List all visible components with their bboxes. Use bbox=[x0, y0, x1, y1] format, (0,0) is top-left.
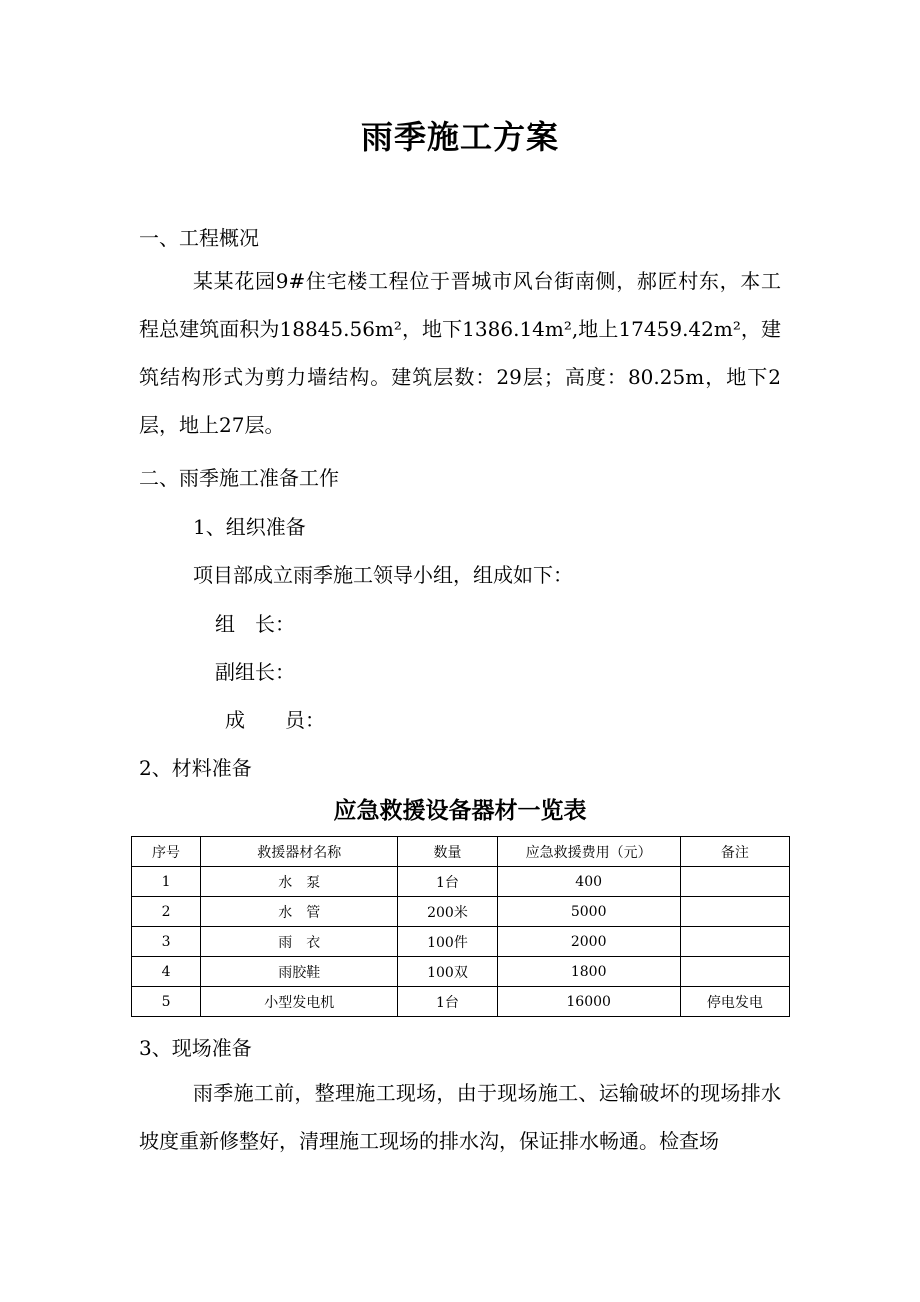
equipment-table-title: 应急救援设备器材一览表 bbox=[333, 798, 587, 824]
cell-index: 1 bbox=[132, 867, 201, 897]
cell-index: 5 bbox=[132, 987, 201, 1017]
cell-cost: 1800 bbox=[497, 957, 680, 987]
cell-quantity: 100件 bbox=[398, 927, 497, 957]
cell-quantity: 1台 bbox=[398, 867, 497, 897]
cell-remarks bbox=[680, 897, 789, 927]
table-row bbox=[132, 897, 790, 927]
cell-index: 3 bbox=[132, 927, 201, 957]
cell-remarks bbox=[680, 867, 789, 897]
cell-index: 2 bbox=[132, 897, 201, 927]
site-prep-paragraph: 雨季施工前，整理施工现场，由于现场施工、运输破坏的现场排水坡度重新修整好，清理施工现场的排水沟，保证排水畅通。检查场 bbox=[139, 1081, 781, 1153]
cell-equipment-name: 雨胶鞋 bbox=[201, 957, 398, 987]
header-equipment-name: 救援器材名称 bbox=[201, 837, 398, 867]
cell-quantity: 1台 bbox=[398, 987, 497, 1017]
header-index: 序号 bbox=[132, 837, 201, 867]
site-prep-heading: 3、现场准备 bbox=[139, 1036, 252, 1060]
cell-equipment-name: 小型发电机 bbox=[201, 987, 398, 1017]
document-title: 雨季施工方案 bbox=[360, 118, 559, 156]
table-row bbox=[132, 867, 790, 897]
table-row bbox=[132, 987, 790, 1017]
cell-equipment-name: 水 泵 bbox=[201, 867, 398, 897]
project-overview-paragraph: 某某花园9#住宅楼工程位于晋城市风台街南侧，郝匠村东，本工程总建筑面积为18845.56m²，地下1386.14m²,地上17459.42m²，建筑结构形式为剪力墙结构。建筑层数：29层；高度：80.25m，地下2层，地上27层。 bbox=[139, 269, 781, 437]
organization-text: 项目部成立雨季施工领导小组，组成如下： bbox=[193, 563, 573, 587]
cell-cost: 16000 bbox=[497, 987, 680, 1017]
cell-cost: 5000 bbox=[497, 897, 680, 927]
cell-index: 4 bbox=[132, 957, 201, 987]
table-header-row bbox=[132, 837, 790, 867]
table-row bbox=[132, 927, 790, 957]
cell-remarks: 停电发电 bbox=[680, 987, 789, 1017]
equipment-table bbox=[131, 836, 790, 1017]
cell-quantity: 100双 bbox=[398, 957, 497, 987]
table-row bbox=[132, 957, 790, 987]
materials-prep-heading: 2、材料准备 bbox=[139, 756, 252, 780]
header-quantity: 数量 bbox=[398, 837, 497, 867]
section2-heading: 二、雨季施工准备工作 bbox=[139, 466, 339, 490]
cell-cost: 2000 bbox=[497, 927, 680, 957]
header-remarks: 备注 bbox=[680, 837, 789, 867]
deputy-leader-label: 副组长： bbox=[215, 660, 295, 684]
cell-remarks bbox=[680, 957, 789, 987]
member-label: 成 员： bbox=[225, 708, 325, 732]
cell-quantity: 200米 bbox=[398, 897, 497, 927]
cell-cost: 400 bbox=[497, 867, 680, 897]
organization-prep-heading: 1、组织准备 bbox=[193, 515, 306, 539]
section1-heading: 一、工程概况 bbox=[139, 226, 259, 250]
cell-remarks bbox=[680, 927, 789, 957]
header-cost: 应急救援费用（元） bbox=[497, 837, 680, 867]
cell-equipment-name: 水 管 bbox=[201, 897, 398, 927]
cell-equipment-name: 雨 衣 bbox=[201, 927, 398, 957]
team-leader-label: 组 长： bbox=[215, 612, 295, 636]
